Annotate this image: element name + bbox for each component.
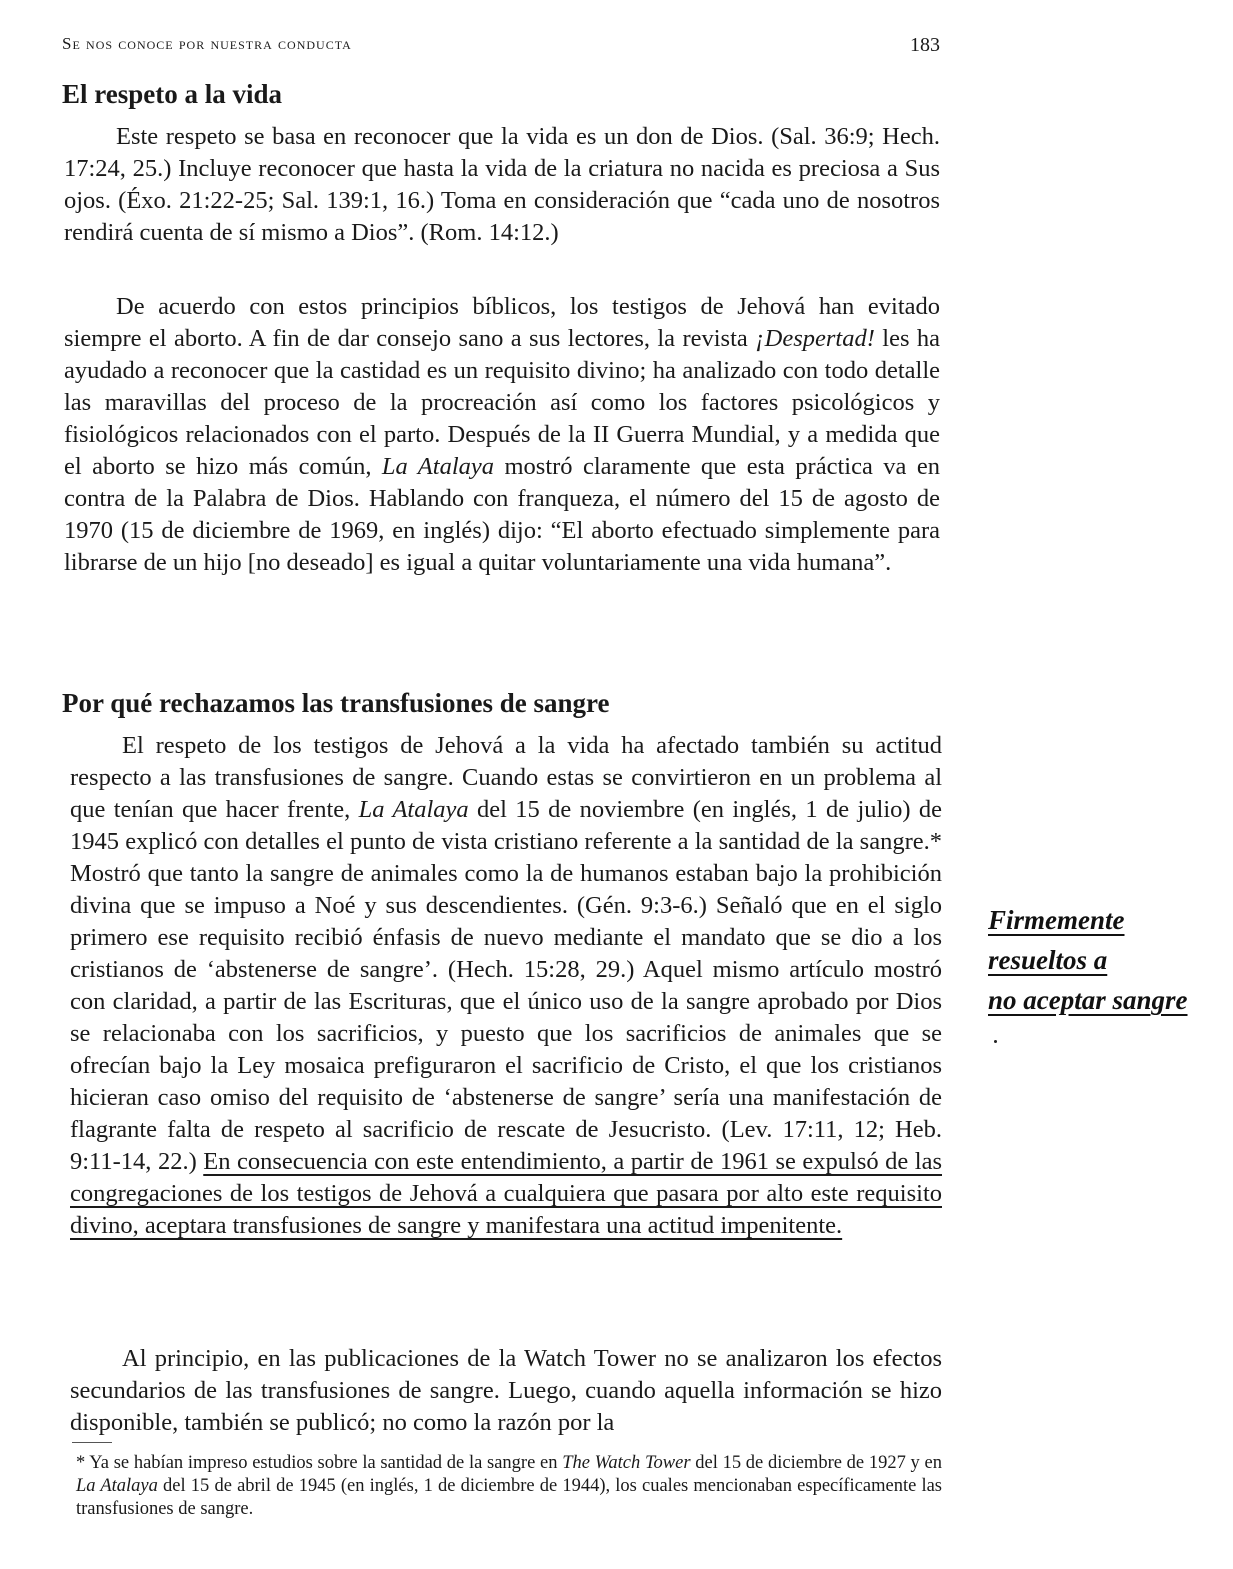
magazine-title-atalaya: La Atalaya <box>381 453 495 480</box>
page-number: 183 <box>910 34 940 56</box>
paragraph-text: De acuerdo con estos principios bíblicos, los testigos de Jehová han evitado siempre el aborto. A fin de dar consejo sano a sus lectores, la revista <box>64 293 940 352</box>
paragraph-text: mostró claramente que esta práctica va en contra de la Palabra de Dios. Hablando con franqueza, el número del 15 de agosto de 1970 (15 de diciembre de 1969, en inglés) dijo: “El aborto efectuado simplemente para librarse de un hijo [no deseado] es igual a quitar voluntariamente una vida humana”. <box>64 453 940 576</box>
margin-note <box>988 900 1228 1020</box>
paragraph-text: les ha ayudado a reconocer que la castidad es un requisito divino; ha analizado con todo detalle las maravillas del proceso de la procreación así como los factores psicológicos y fisiológicos relacionados con el parto. Después de la II Guerra Mundial, y a medida que el aborto se hizo más común, <box>64 325 941 480</box>
underlined-passage: En consecuencia con este entendimiento, a partir de 1961 se expulsó de las congregaciones de los testigos de Jehová a cualquiera que pasara por alto este requisito divino, aceptara transfusiones de sangre y manifestara una actitud impenitente. <box>70 1148 942 1239</box>
margin-dot <box>994 1040 997 1043</box>
publication-title-atalaya: La Atalaya <box>76 1476 158 1496</box>
margin-note-line: Firmemente <box>988 905 1125 935</box>
running-header: Se nos conoce por nuestra conducta <box>62 34 352 53</box>
magazine-title-despertad: ¡Despertad! <box>755 325 875 352</box>
publication-title-watch-tower: The Watch Tower <box>562 1453 691 1473</box>
section-heading-respeto-vida: El respeto a la vida <box>62 79 283 109</box>
footnote-text: Ya se habían impreso estudios sobre la santidad de la sangre en <box>89 1453 563 1473</box>
paragraph-text: del 15 de noviembre (en inglés, 1 de julio) de 1945 explicó con detalles el punto de vista cristiano referente a la santidad de la sangre.* Mostró que tanto la sangre de animales como la de humanos estaban bajo la prohibición divina que se impuso a Noé y sus descendientes. (Gén. 9:3-6.) Señaló que en el siglo primero ese requisito recibió énfasis de nuevo mediante el mandato que se dio a los cristianos de ‘abstenerse de sangre’. (Hech. 15:28, 29.) Aquel mismo artículo mostró con claridad, a partir de las Escrituras, que el único uso de la sangre aprobado por Dios se relacionaba con los sacrificios, y puesto que los sacrificios de animales que se ofrecían bajo la Ley mosaica prefiguraron el sacrificio de Cristo, el que los cristianos hicieran caso omiso del requisito de ‘abstenerse de sangre’ sería una manifestación de flagrante falta de respeto al sacrificio de rescate de Jesucristo. (Lev. 17:11, 12; Heb. 9:11-14, 22.) <box>70 796 943 1175</box>
margin-note-line: no aceptar sangre <box>988 985 1188 1015</box>
paragraph-efectos-secundarios: Al principio, en las publicaciones de la Watch Tower no se analizaron los efectos secundarios de las transfusiones de sangre. Luego, cuando aquella información se hizo disponible, también se publicó; no como la razón por la <box>70 1345 942 1436</box>
paragraph-text: El respeto de los testigos de Jehová a la vida ha afectado también su actitud respecto a las transfusiones de sangre. Cuando estas se convirtieron en un problema al que tenían que hacer frente, <box>70 732 942 823</box>
footnote-marker: * <box>76 1453 90 1473</box>
footnote-rule <box>72 1442 112 1443</box>
paragraph-aborto <box>64 291 940 579</box>
footnote-text: del 15 de abril de 1945 (en inglés, 1 de diciembre de 1944), los cuales mencionaban específicamente las transfusiones de sangre. <box>76 1476 943 1519</box>
footnote-text: del 15 de diciembre de 1927 y en <box>690 1453 942 1473</box>
section-heading-transfusiones: Por qué rechazamos las transfusiones de sangre <box>62 688 610 718</box>
footnote <box>76 1452 942 1521</box>
magazine-title-atalaya: La Atalaya <box>358 796 469 823</box>
paragraph-transfusiones <box>70 730 942 1242</box>
margin-note-line: resueltos a <box>988 945 1108 975</box>
paragraph-respeto-vida: Este respeto se basa en reconocer que la vida es un don de Dios. (Sal. 36:9; Hech. 17:24, 25.) Incluye reconocer que hasta la vida de la criatura no nacida es preciosa a Sus ojos. (Éxo. 21:22-25; Sal. 139:1, 16.) Toma en consideración que “cada uno de nosotros rendirá cuenta de sí mismo a Dios”. (Rom. 14:12.) <box>64 123 940 246</box>
